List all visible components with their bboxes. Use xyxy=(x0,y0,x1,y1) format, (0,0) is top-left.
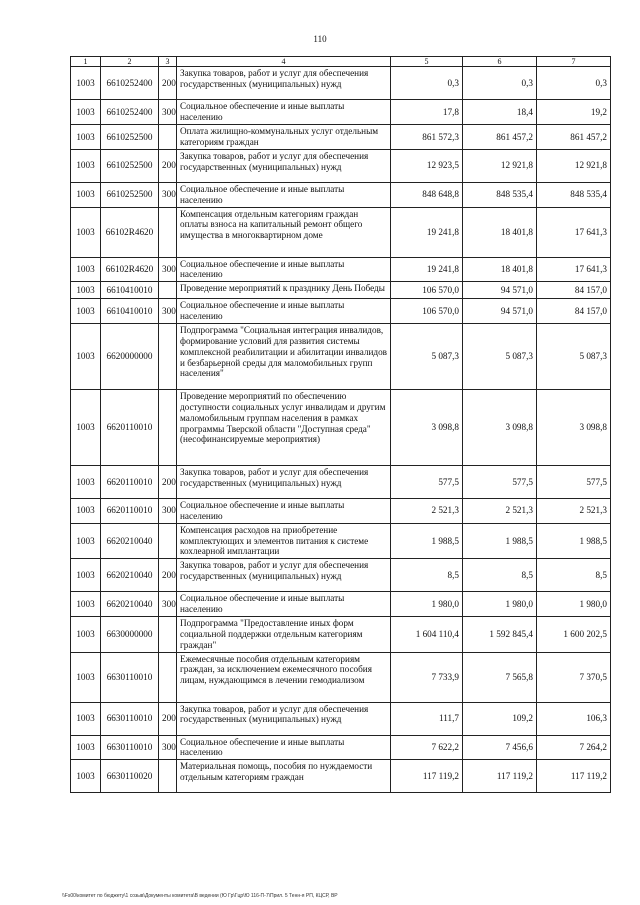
section-code-cell: 1003 xyxy=(71,523,101,559)
target-code-cell: 6630000000 xyxy=(101,617,159,653)
expense-type-cell xyxy=(159,324,177,390)
amount-col7-cell: 1 980,0 xyxy=(537,592,611,617)
amount-col6-cell: 117 119,2 xyxy=(463,760,537,793)
expense-type-cell: 300 xyxy=(159,299,177,324)
item-name-cell: Ежемесячные пособия отдельным категориям граждан, за исключением ежемесячного пособия лицам, нуждающимся в лечении гемодиализом xyxy=(177,652,391,702)
amount-col5-cell: 17,8 xyxy=(391,100,463,125)
item-name-cell: Закупка товаров, работ и услуг для обеспечения государственных (муниципальных) нужд xyxy=(177,466,391,499)
amount-col5-cell: 2 521,3 xyxy=(391,499,463,524)
section-code-cell: 1003 xyxy=(71,299,101,324)
section-code-cell: 1003 xyxy=(71,257,101,282)
footer-file-path: \\Fs00\комитет по бюджету\1 созыв\Документы комитета\В ведении (Ю Гр\Гцр\Ю 116-П-7\Прил. 5 Тенн-я РП, КЦСР, ВР xyxy=(62,893,338,899)
amount-col7-cell: 3 098,8 xyxy=(537,390,611,466)
amount-col6-cell: 94 571,0 xyxy=(463,299,537,324)
expense-type-cell: 200 xyxy=(159,702,177,735)
header-cell: 7 xyxy=(537,57,611,67)
amount-col5-cell: 19 241,8 xyxy=(391,257,463,282)
section-code-cell: 1003 xyxy=(71,559,101,592)
target-code-cell: 6620110010 xyxy=(101,466,159,499)
page-number: 110 xyxy=(313,34,327,44)
target-code-cell: 6620110010 xyxy=(101,390,159,466)
amount-col5-cell: 5 087,3 xyxy=(391,324,463,390)
table-row xyxy=(71,207,611,257)
amount-col5-cell: 8,5 xyxy=(391,559,463,592)
target-code-cell: 6630110010 xyxy=(101,735,159,760)
target-code-cell: 6630110020 xyxy=(101,760,159,793)
target-code-cell: 6610252500 xyxy=(101,149,159,182)
amount-col6-cell: 7 565,8 xyxy=(463,652,537,702)
amount-col7-cell: 0,3 xyxy=(537,67,611,100)
target-code-cell: 6620210040 xyxy=(101,523,159,559)
expense-type-cell: 200 xyxy=(159,67,177,100)
section-code-cell: 1003 xyxy=(71,149,101,182)
table-row xyxy=(71,702,611,735)
amount-col6-cell: 1 592 845,4 xyxy=(463,617,537,653)
amount-col6-cell: 18 401,8 xyxy=(463,257,537,282)
amount-col6-cell: 2 521,3 xyxy=(463,499,537,524)
section-code-cell: 1003 xyxy=(71,652,101,702)
amount-col7-cell: 5 087,3 xyxy=(537,324,611,390)
amount-col5-cell: 7 622,2 xyxy=(391,735,463,760)
amount-col7-cell: 12 921,8 xyxy=(537,149,611,182)
table-row xyxy=(71,125,611,150)
amount-col5-cell: 1 980,0 xyxy=(391,592,463,617)
section-code-cell: 1003 xyxy=(71,390,101,466)
target-code-cell: 6630110010 xyxy=(101,702,159,735)
amount-col7-cell: 861 457,2 xyxy=(537,125,611,150)
item-name-cell: Закупка товаров, работ и услуг для обеспечения государственных (муниципальных) нужд xyxy=(177,702,391,735)
amount-col6-cell: 577,5 xyxy=(463,466,537,499)
expense-type-cell: 300 xyxy=(159,735,177,760)
amount-col7-cell: 8,5 xyxy=(537,559,611,592)
amount-col7-cell: 848 535,4 xyxy=(537,182,611,207)
amount-col5-cell: 7 733,9 xyxy=(391,652,463,702)
header-cell: 4 xyxy=(177,57,391,67)
header-cell: 5 xyxy=(391,57,463,67)
expense-type-cell xyxy=(159,282,177,299)
section-code-cell: 1003 xyxy=(71,760,101,793)
table-row xyxy=(71,100,611,125)
header-cell: 1 xyxy=(71,57,101,67)
item-name-cell: Закупка товаров, работ и услуг для обеспечения государственных (муниципальных) нужд xyxy=(177,149,391,182)
amount-col6-cell: 7 456,6 xyxy=(463,735,537,760)
amount-col6-cell: 12 921,8 xyxy=(463,149,537,182)
section-code-cell: 1003 xyxy=(71,282,101,299)
amount-col6-cell: 8,5 xyxy=(463,559,537,592)
target-code-cell: 6630110010 xyxy=(101,652,159,702)
target-code-cell: 6610252500 xyxy=(101,125,159,150)
item-name-cell: Социальное обеспечение и иные выплаты населению xyxy=(177,735,391,760)
section-code-cell: 1003 xyxy=(71,592,101,617)
target-code-cell: 6610410010 xyxy=(101,299,159,324)
item-name-cell: Подпрограмма "Предоставление иных форм социальной поддержки отдельным категориям граждан" xyxy=(177,617,391,653)
amount-col5-cell: 12 923,5 xyxy=(391,149,463,182)
section-code-cell: 1003 xyxy=(71,324,101,390)
amount-col6-cell: 1 988,5 xyxy=(463,523,537,559)
expense-type-cell: 300 xyxy=(159,100,177,125)
amount-col6-cell: 18,4 xyxy=(463,100,537,125)
amount-col5-cell: 106 570,0 xyxy=(391,282,463,299)
expense-type-cell: 200 xyxy=(159,466,177,499)
item-name-cell: Оплата жилищно-коммунальных услуг отдельным категориям граждан xyxy=(177,125,391,150)
amount-col7-cell: 19,2 xyxy=(537,100,611,125)
expense-type-cell: 200 xyxy=(159,559,177,592)
table-row xyxy=(71,559,611,592)
amount-col5-cell: 848 648,8 xyxy=(391,182,463,207)
amount-col5-cell: 117 119,2 xyxy=(391,760,463,793)
item-name-cell: Подпрограмма "Социальная интеграция инвалидов, формирование условий для развития системы комплексной реабилитации и абилитации инвалидов и безбарьерной среды для маломобильных групп населения" xyxy=(177,324,391,390)
section-code-cell: 1003 xyxy=(71,617,101,653)
expense-type-cell: 300 xyxy=(159,592,177,617)
header-cell: 2 xyxy=(101,57,159,67)
table-row xyxy=(71,67,611,100)
item-name-cell: Социальное обеспечение и иные выплаты населению xyxy=(177,257,391,282)
section-code-cell: 1003 xyxy=(71,466,101,499)
table-row xyxy=(71,149,611,182)
amount-col5-cell: 3 098,8 xyxy=(391,390,463,466)
amount-col7-cell: 17 641,3 xyxy=(537,207,611,257)
amount-col6-cell: 18 401,8 xyxy=(463,207,537,257)
expense-type-cell xyxy=(159,617,177,653)
table-row xyxy=(71,735,611,760)
amount-col6-cell: 1 980,0 xyxy=(463,592,537,617)
amount-col5-cell: 861 572,3 xyxy=(391,125,463,150)
section-code-cell: 1003 xyxy=(71,125,101,150)
table-row xyxy=(71,760,611,793)
header-cell: 3 xyxy=(159,57,177,67)
amount-col7-cell: 17 641,3 xyxy=(537,257,611,282)
table-row xyxy=(71,324,611,390)
item-name-cell: Закупка товаров, работ и услуг для обеспечения государственных (муниципальных) нужд xyxy=(177,559,391,592)
amount-col5-cell: 111,7 xyxy=(391,702,463,735)
table-row xyxy=(71,182,611,207)
amount-col7-cell: 7 370,5 xyxy=(537,652,611,702)
amount-col6-cell: 848 535,4 xyxy=(463,182,537,207)
item-name-cell: Социальное обеспечение и иные выплаты населению xyxy=(177,592,391,617)
target-code-cell: 6620210040 xyxy=(101,592,159,617)
expense-type-cell xyxy=(159,125,177,150)
expense-type-cell: 300 xyxy=(159,257,177,282)
table-row xyxy=(71,257,611,282)
amount-col6-cell: 109,2 xyxy=(463,702,537,735)
target-code-cell: 6610410010 xyxy=(101,282,159,299)
amount-col5-cell: 1 988,5 xyxy=(391,523,463,559)
amount-col6-cell: 3 098,8 xyxy=(463,390,537,466)
table-row xyxy=(71,466,611,499)
amount-col5-cell: 577,5 xyxy=(391,466,463,499)
table-row xyxy=(71,499,611,524)
amount-col7-cell: 84 157,0 xyxy=(537,282,611,299)
header-row xyxy=(71,57,611,67)
amount-col6-cell: 94 571,0 xyxy=(463,282,537,299)
section-code-cell: 1003 xyxy=(71,735,101,760)
amount-col7-cell: 7 264,2 xyxy=(537,735,611,760)
expense-type-cell: 300 xyxy=(159,182,177,207)
target-code-cell: 6620210040 xyxy=(101,559,159,592)
target-code-cell: 66102R4620 xyxy=(101,207,159,257)
amount-col5-cell: 19 241,8 xyxy=(391,207,463,257)
table-row xyxy=(71,617,611,653)
item-name-cell: Закупка товаров, работ и услуг для обеспечения государственных (муниципальных) нужд xyxy=(177,67,391,100)
target-code-cell: 6620110010 xyxy=(101,499,159,524)
section-code-cell: 1003 xyxy=(71,702,101,735)
amount-col6-cell: 0,3 xyxy=(463,67,537,100)
table-row xyxy=(71,390,611,466)
section-code-cell: 1003 xyxy=(71,207,101,257)
target-code-cell: 6610252400 xyxy=(101,67,159,100)
amount-col7-cell: 2 521,3 xyxy=(537,499,611,524)
amount-col6-cell: 861 457,2 xyxy=(463,125,537,150)
target-code-cell: 6610252400 xyxy=(101,100,159,125)
expense-type-cell xyxy=(159,390,177,466)
item-name-cell: Компенсация расходов на приобретение комплектующих и элементов питания к системе кохлеарной имплантации xyxy=(177,523,391,559)
item-name-cell: Проведение мероприятий по обеспечению доступности социальных услуг инвалидам и другим маломобильным группам населения в рамках программы Тверской области "Доступная среда" (несофинансируемые мероприятия) xyxy=(177,390,391,466)
section-code-cell: 1003 xyxy=(71,100,101,125)
item-name-cell: Социальное обеспечение и иные выплаты населению xyxy=(177,100,391,125)
amount-col7-cell: 106,3 xyxy=(537,702,611,735)
table-row xyxy=(71,523,611,559)
item-name-cell: Компенсация отдельным категориям граждан оплаты взноса на капитальный ремонт общего имущества в многоквартирном доме xyxy=(177,207,391,257)
budget-table xyxy=(70,56,611,793)
amount-col7-cell: 577,5 xyxy=(537,466,611,499)
table-row xyxy=(71,282,611,299)
amount-col7-cell: 117 119,2 xyxy=(537,760,611,793)
expense-type-cell xyxy=(159,652,177,702)
section-code-cell: 1003 xyxy=(71,67,101,100)
header-cell: 6 xyxy=(463,57,537,67)
amount-col7-cell: 1 988,5 xyxy=(537,523,611,559)
amount-col6-cell: 5 087,3 xyxy=(463,324,537,390)
expense-type-cell xyxy=(159,760,177,793)
table-row xyxy=(71,592,611,617)
item-name-cell: Материальная помощь, пособия по нуждаемости отдельным категориям граждан xyxy=(177,760,391,793)
amount-col5-cell: 1 604 110,4 xyxy=(391,617,463,653)
expense-type-cell: 200 xyxy=(159,149,177,182)
item-name-cell: Социальное обеспечение и иные выплаты населению xyxy=(177,182,391,207)
amount-col5-cell: 0,3 xyxy=(391,67,463,100)
table-row xyxy=(71,652,611,702)
expense-type-cell xyxy=(159,523,177,559)
amount-col5-cell: 106 570,0 xyxy=(391,299,463,324)
item-name-cell: Социальное обеспечение и иные выплаты населению xyxy=(177,499,391,524)
table-row xyxy=(71,299,611,324)
section-code-cell: 1003 xyxy=(71,182,101,207)
section-code-cell: 1003 xyxy=(71,499,101,524)
amount-col7-cell: 1 600 202,5 xyxy=(537,617,611,653)
target-code-cell: 6610252500 xyxy=(101,182,159,207)
expense-type-cell xyxy=(159,207,177,257)
target-code-cell: 6620000000 xyxy=(101,324,159,390)
item-name-cell: Проведение мероприятий к празднику День Победы xyxy=(177,282,391,299)
item-name-cell: Социальное обеспечение и иные выплаты населению xyxy=(177,299,391,324)
expense-type-cell: 300 xyxy=(159,499,177,524)
amount-col7-cell: 84 157,0 xyxy=(537,299,611,324)
target-code-cell: 66102R4620 xyxy=(101,257,159,282)
